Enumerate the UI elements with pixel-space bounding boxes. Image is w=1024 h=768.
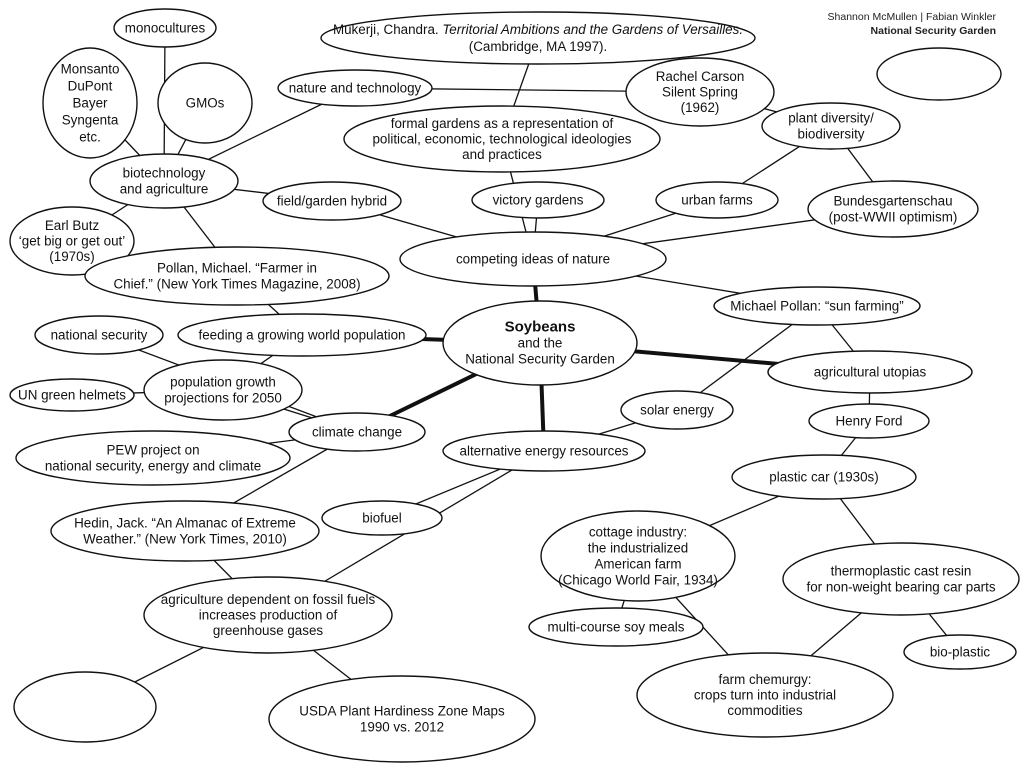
node-label-mukerji-line-0 bbox=[333, 22, 743, 37]
node-ellipse-mukerji bbox=[321, 12, 755, 64]
node-label-bundesgarten-line-0: Bundesgartenschau bbox=[833, 193, 953, 209]
node-label-mukerji-italic: Territorial Ambitions and the Gardens of Versailles. bbox=[442, 22, 744, 37]
node-label-chemurgy-line-1: crops turn into industrial bbox=[693, 687, 837, 703]
node-bundesgarten bbox=[808, 181, 978, 237]
node-bioplastic bbox=[904, 635, 1016, 669]
node-label-cottage-line-3: (Chicago World Fair, 1934) bbox=[558, 572, 718, 588]
node-empty-bottom-left bbox=[14, 672, 156, 742]
node-label-butz-line-2: (1970s) bbox=[49, 249, 95, 265]
node-usda bbox=[269, 676, 535, 762]
node-alt-energy bbox=[443, 431, 645, 471]
node-formal-gardens bbox=[344, 106, 660, 172]
nodes-layer bbox=[10, 9, 1019, 762]
node-label-un-helmets-line-0: UN green helmets bbox=[18, 387, 126, 403]
node-label-pop-growth-line-0: population growth bbox=[170, 374, 276, 390]
node-ellipse-empty-top-right bbox=[877, 48, 1001, 100]
node-un-helmets bbox=[10, 379, 134, 411]
node-label-monsanto-line-4: etc. bbox=[79, 129, 101, 145]
node-plant-diversity bbox=[762, 103, 900, 149]
node-empty-top-right bbox=[877, 48, 1001, 100]
node-henry-ford bbox=[809, 404, 929, 438]
node-label-mukerji-plain: Mukerji, Chandra. bbox=[332, 22, 443, 37]
node-field-garden bbox=[263, 182, 401, 220]
node-label-chemurgy-line-2: commodities bbox=[727, 703, 803, 719]
node-cottage bbox=[541, 511, 735, 601]
node-label-carson-line-2: (1962) bbox=[680, 100, 720, 116]
node-label-feeding-line-0: feeding a growing world population bbox=[198, 327, 406, 343]
node-fossil bbox=[144, 577, 392, 653]
node-pollan-farmer bbox=[85, 247, 389, 305]
node-monocultures bbox=[114, 9, 216, 47]
node-biofuel bbox=[322, 501, 442, 535]
node-label-fossil-line-0: agriculture dependent on fossil fuels bbox=[160, 591, 376, 607]
node-label-biotech-line-0: biotechnology bbox=[122, 165, 206, 181]
node-label-nature-tech-line-0: nature and technology bbox=[288, 80, 422, 96]
node-label-thermoplastic-line-1: for non-weight bearing car parts bbox=[806, 579, 996, 595]
node-label-mukerji-line-1: (Cambridge, MA 1997). bbox=[468, 39, 608, 54]
node-label-formal-gardens-line-0: formal gardens as a representation of bbox=[390, 115, 614, 131]
node-soy-meals bbox=[529, 608, 703, 646]
node-label-bioplastic-line-0: bio-plastic bbox=[929, 644, 991, 660]
node-label-cottage-line-0: cottage industry: bbox=[588, 524, 688, 540]
node-biotech bbox=[90, 154, 238, 208]
node-label-center-line-2: National Security Garden bbox=[465, 351, 615, 367]
node-urban-farms bbox=[656, 182, 778, 218]
node-label-hedin-line-0: Hedin, Jack. “An Almanac of Extreme bbox=[74, 515, 296, 531]
node-label-pollan-sun-line-0: Michael Pollan: “sun farming” bbox=[730, 298, 904, 314]
node-ellipse-empty-bottom-left bbox=[14, 672, 156, 742]
node-label-pew-line-0: PEW project on bbox=[106, 442, 200, 458]
node-label-national-security-line-0: national security bbox=[50, 327, 148, 343]
node-solar bbox=[621, 391, 733, 429]
node-label-monsanto-line-1: DuPont bbox=[67, 78, 113, 94]
node-label-bundesgarten-line-1: (post-WWII optimism) bbox=[828, 209, 958, 225]
node-climate bbox=[289, 413, 425, 451]
node-label-thermoplastic-line-0: thermoplastic cast resin bbox=[830, 563, 972, 579]
node-label-center-line-0: Soybeans bbox=[504, 318, 576, 336]
node-label-hedin-line-1: Weather.” (New York Times, 2010) bbox=[83, 531, 287, 547]
node-monsanto bbox=[43, 48, 137, 158]
node-label-monocultures-line-0: monocultures bbox=[124, 20, 206, 36]
node-label-plant-diversity-line-0: plant diversity/ bbox=[788, 110, 874, 126]
node-label-usda-line-0: USDA Plant Hardiness Zone Maps bbox=[299, 703, 505, 719]
node-label-carson-line-1: Silent Spring bbox=[662, 84, 738, 100]
node-label-solar-line-0: solar energy bbox=[640, 402, 714, 418]
node-label-pop-growth-line-1: projections for 2050 bbox=[164, 390, 282, 406]
node-feeding bbox=[178, 314, 426, 356]
node-label-biofuel-line-0: biofuel bbox=[362, 510, 402, 526]
node-center bbox=[443, 301, 637, 385]
node-label-pollan-farmer-line-0: Pollan, Michael. “Farmer in bbox=[157, 260, 317, 276]
credit-authors: Shannon McMullen | Fabian Winkler bbox=[827, 11, 996, 23]
node-label-formal-gardens-line-1: political, economic, technological ideologies bbox=[372, 131, 632, 147]
node-hedin bbox=[51, 501, 319, 561]
node-thermoplastic bbox=[783, 543, 1019, 615]
node-label-pew-line-1: national security, energy and climate bbox=[44, 458, 262, 474]
node-victory-gardens bbox=[472, 182, 604, 218]
node-label-gmos-line-0: GMOs bbox=[185, 95, 225, 111]
node-label-fossil-line-2: greenhouse gases bbox=[212, 623, 324, 639]
node-plastic-car bbox=[732, 455, 916, 499]
node-label-butz-line-0: Earl Butz bbox=[44, 217, 100, 233]
node-label-monsanto-line-2: Bayer bbox=[72, 95, 108, 111]
node-label-soy-meals-line-0: multi-course soy meals bbox=[547, 619, 685, 635]
node-label-alt-energy-line-0: alternative energy resources bbox=[459, 443, 629, 459]
node-label-climate-line-0: climate change bbox=[311, 424, 403, 440]
node-label-butz-line-1: ‘get big or get out’ bbox=[18, 233, 126, 249]
node-label-victory-gardens-line-0: victory gardens bbox=[492, 192, 584, 208]
node-label-field-garden-line-0: field/garden hybrid bbox=[276, 193, 388, 209]
node-agri-utopias bbox=[768, 351, 972, 393]
node-pollan-sun bbox=[714, 287, 920, 325]
node-label-monsanto-line-3: Syngenta bbox=[61, 112, 119, 128]
node-label-cottage-line-1: the industrialized bbox=[587, 540, 689, 556]
node-label-plant-diversity-line-1: biodiversity bbox=[797, 126, 865, 142]
node-label-usda-line-1: 1990 vs. 2012 bbox=[359, 719, 445, 735]
node-nature-tech bbox=[278, 70, 432, 106]
node-pew bbox=[16, 431, 290, 485]
node-label-cottage-line-2: American farm bbox=[594, 556, 682, 572]
node-label-urban-farms-line-0: urban farms bbox=[681, 192, 753, 208]
node-pop-growth bbox=[144, 360, 302, 420]
node-label-monsanto-line-0: Monsanto bbox=[60, 61, 120, 77]
node-national-security bbox=[35, 316, 163, 354]
node-label-pollan-farmer-line-1: Chief.” (New York Times Magazine, 2008) bbox=[113, 276, 361, 292]
node-label-agri-utopias-line-0: agricultural utopias bbox=[813, 364, 927, 380]
node-competing bbox=[400, 232, 666, 286]
node-label-plastic-car-line-0: plastic car (1930s) bbox=[769, 469, 879, 485]
node-label-chemurgy-line-0: farm chemurgy: bbox=[718, 671, 812, 687]
node-label-fossil-line-1: increases production of bbox=[198, 607, 338, 623]
node-label-competing-line-0: competing ideas of nature bbox=[455, 251, 611, 267]
node-label-carson-line-0: Rachel Carson bbox=[655, 68, 745, 84]
node-gmos bbox=[158, 63, 252, 143]
node-label-biotech-line-1: and agriculture bbox=[119, 181, 209, 197]
node-label-center-line-1: and the bbox=[517, 335, 563, 351]
node-mukerji bbox=[321, 12, 755, 64]
credit-title: National Security Garden bbox=[870, 25, 996, 37]
node-label-formal-gardens-line-2: and practices bbox=[462, 147, 542, 163]
node-carson bbox=[626, 58, 774, 126]
node-chemurgy bbox=[637, 653, 893, 737]
node-label-henry-ford-line-0: Henry Ford bbox=[835, 413, 903, 429]
